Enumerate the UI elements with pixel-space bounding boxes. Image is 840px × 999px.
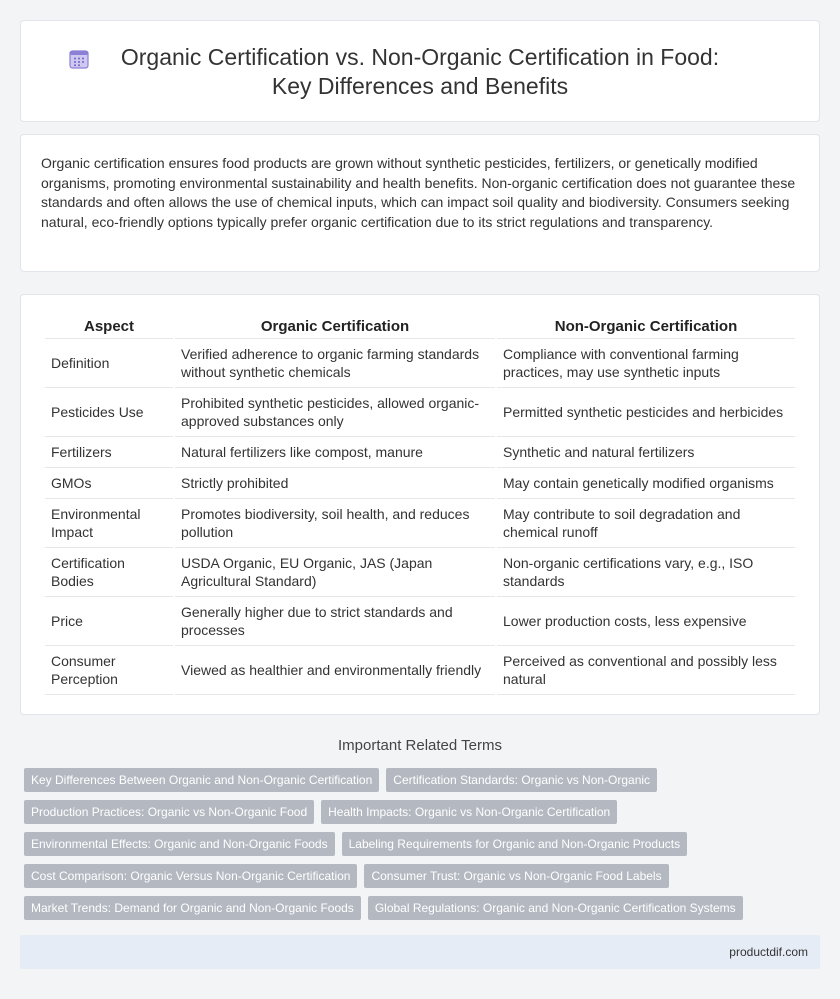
cell-aspect: Definition: [45, 339, 173, 388]
header-organic: Organic Certification: [175, 315, 495, 339]
cell-non-organic: Compliance with conventional farming practices, may use synthetic inputs: [497, 339, 795, 388]
cell-organic: Strictly prohibited: [175, 468, 495, 499]
related-terms-title: Important Related Terms: [338, 737, 502, 754]
cell-aspect: Certification Bodies: [45, 548, 173, 597]
comparison-table: [43, 315, 797, 695]
related-term-tag[interactable]: Health Impacts: Organic vs Non-Organic Certification: [321, 800, 617, 824]
table-row: [45, 437, 795, 468]
cell-organic: Promotes biodiversity, soil health, and reduces pollution: [175, 499, 495, 548]
related-term-tag[interactable]: Consumer Trust: Organic vs Non-Organic Food Labels: [364, 864, 668, 888]
table-row: [45, 646, 795, 695]
cell-aspect: Pesticides Use: [45, 388, 173, 437]
tag-row: [24, 800, 824, 832]
table-row: [45, 597, 795, 646]
cell-organic: Prohibited synthetic pesticides, allowed organic-approved substances only: [175, 388, 495, 437]
cell-aspect: Environmental Impact: [45, 499, 173, 548]
cell-non-organic: May contribute to soil degradation and chemical runoff: [497, 499, 795, 548]
header-non-organic: Non-Organic Certification: [497, 315, 795, 339]
table-row: [45, 468, 795, 499]
intro-text: Organic certification ensures food products are grown without synthetic pesticides, fertilizers, or genetically modified organisms, promoting environmental sustainability and health benefits. Non-organic certification does not guarantee these standards and often allows the use of chemical inputs, which can impact soil quality and biodiversity. Consumers seeking natural, eco-friendly options typically prefer organic certification due to its strict regulations and transparency.: [41, 155, 796, 230]
related-term-tag[interactable]: Global Regulations: Organic and Non-Organic Certification Systems: [368, 896, 743, 920]
tag-row: [24, 864, 824, 896]
cell-organic: Natural fertilizers like compost, manure: [175, 437, 495, 468]
cell-non-organic: May contain genetically modified organisms: [497, 468, 795, 499]
cell-organic: USDA Organic, EU Organic, JAS (Japan Agricultural Standard): [175, 548, 495, 597]
table-row: [45, 339, 795, 388]
tag-row: [24, 896, 824, 928]
related-term-tag[interactable]: Certification Standards: Organic vs Non-Organic: [386, 768, 657, 792]
table-row: [45, 548, 795, 597]
cell-non-organic: Synthetic and natural fertilizers: [497, 437, 795, 468]
related-term-tag[interactable]: Environmental Effects: Organic and Non-Organic Foods: [24, 832, 335, 856]
tag-row: [24, 832, 824, 864]
comparison-table-card: [20, 294, 820, 715]
tag-row: [24, 768, 824, 800]
header-aspect: Aspect: [45, 315, 173, 339]
cell-non-organic: Perceived as conventional and possibly less natural: [497, 646, 795, 695]
cell-organic: Generally higher due to strict standards and processes: [175, 597, 495, 646]
cell-organic: Verified adherence to organic farming standards without synthetic chemicals: [175, 339, 495, 388]
footer: [20, 935, 820, 969]
cell-aspect: Consumer Perception: [45, 646, 173, 695]
footer-site-link[interactable]: productdif.com: [729, 945, 808, 959]
intro-card: [20, 134, 820, 272]
cell-non-organic: Lower production costs, less expensive: [497, 597, 795, 646]
cell-non-organic: Permitted synthetic pesticides and herbicides: [497, 388, 795, 437]
cell-aspect: Fertilizers: [45, 437, 173, 468]
cell-aspect: GMOs: [45, 468, 173, 499]
cell-organic: Viewed as healthier and environmentally friendly: [175, 646, 495, 695]
related-term-tag[interactable]: Market Trends: Demand for Organic and Non-Organic Foods: [24, 896, 361, 920]
cell-aspect: Price: [45, 597, 173, 646]
page-title: Organic Certification vs. Non-Organic Certification in Food: Key Differences and Benefits: [120, 44, 720, 99]
cell-non-organic: Non-organic certifications vary, e.g., ISO standards: [497, 548, 795, 597]
related-terms-list: [24, 768, 824, 928]
related-term-tag[interactable]: Production Practices: Organic vs Non-Organic Food: [24, 800, 314, 824]
related-term-tag[interactable]: Labeling Requirements for Organic and Non-Organic Products: [342, 832, 688, 856]
related-term-tag[interactable]: Key Differences Between Organic and Non-Organic Certification: [24, 768, 379, 792]
related-term-tag[interactable]: Cost Comparison: Organic Versus Non-Organic Certification: [24, 864, 357, 888]
title-card: [20, 20, 820, 122]
table-row: [45, 388, 795, 437]
table-row: [45, 499, 795, 548]
table-header-row: [45, 315, 795, 339]
